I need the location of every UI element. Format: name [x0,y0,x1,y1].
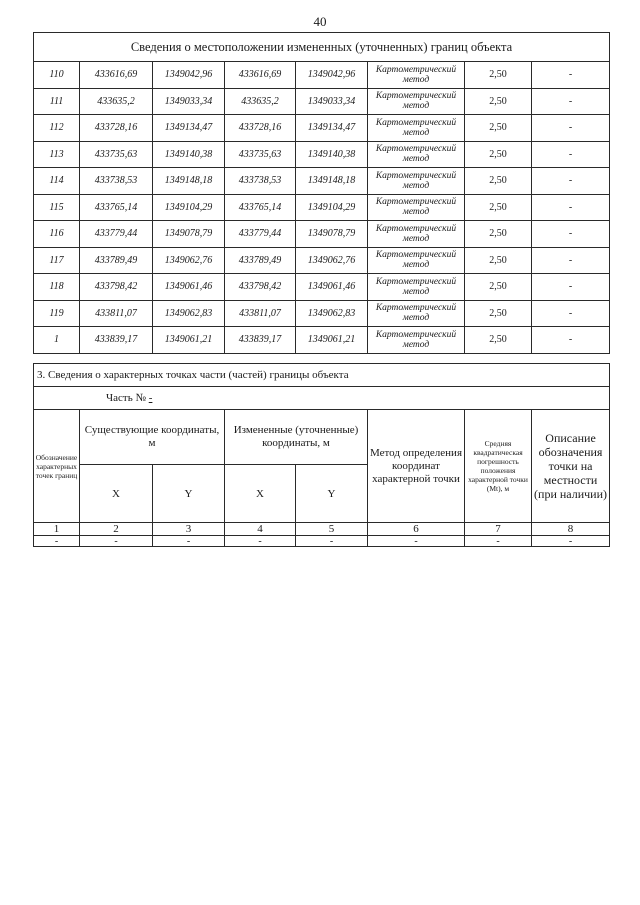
cell-method: Картометрический метод [368,300,465,327]
cell-changed-x: 433811,07 [225,300,296,327]
cell-method: Картометрический метод [368,168,465,195]
table-row [34,536,610,547]
cell-existing-y: 1349061,46 [153,274,225,301]
cell-changed-y: 1349078,79 [296,221,368,248]
table-cell: - [465,536,532,547]
cell-changed-x: 433728,16 [225,115,296,142]
cell-description: - [532,221,610,248]
table-row [34,88,610,115]
cell-accuracy: 2,50 [465,194,532,221]
cell-method: Картометрический метод [368,141,465,168]
cell-changed-x: 433839,17 [225,327,296,354]
cell-existing-x: 433798,42 [80,274,153,301]
cell-accuracy: 2,50 [465,141,532,168]
header-changed-y: Y [296,465,368,523]
table-row [34,168,610,195]
cell-point-number: 110 [34,62,80,89]
cell-method: Картометрический метод [368,274,465,301]
cell-existing-y: 1349062,76 [153,247,225,274]
cell-existing-x: 433728,16 [80,115,153,142]
cell-method: Картометрический метод [368,115,465,142]
cell-point-number: 111 [34,88,80,115]
table-cell: - [296,536,368,547]
table-row [34,221,610,248]
cell-description: - [532,168,610,195]
table-row [34,141,610,168]
cell-changed-y: 1349134,47 [296,115,368,142]
cell-description: - [532,141,610,168]
column-number: 8 [532,523,610,536]
cell-changed-x: 433789,49 [225,247,296,274]
cell-existing-x: 433765,14 [80,194,153,221]
part-number: - [148,392,153,404]
cell-changed-y: 1349062,83 [296,300,368,327]
table-cell: - [225,536,296,547]
header-existing-y: Y [153,465,225,523]
cell-changed-x: 433798,42 [225,274,296,301]
cell-method: Картометрический метод [368,194,465,221]
cell-description: - [532,274,610,301]
column-number-row [34,523,610,536]
boundary-points-table [33,32,610,354]
page-number: 40 [313,14,327,29]
table-cell: - [368,536,465,547]
cell-existing-x: 433738,53 [80,168,153,195]
table-row [34,300,610,327]
cell-accuracy: 2,50 [465,221,532,248]
cell-changed-y: 1349148,18 [296,168,368,195]
header-designation: Обозначение характерных точек границ [34,410,80,523]
cell-accuracy: 2,50 [465,327,532,354]
cell-changed-x: 433616,69 [225,62,296,89]
cell-changed-y: 1349042,96 [296,62,368,89]
section-title: 3. Сведения о характерных точках части (частей) границы объекта [34,364,610,387]
cell-description: - [532,300,610,327]
table-row [34,194,610,221]
cell-changed-x: 433765,14 [225,194,296,221]
cell-method: Картометрический метод [368,62,465,89]
cell-accuracy: 2,50 [465,274,532,301]
section-heading: Сведения о местоположении измененных (уточненных) границ объекта [34,33,610,62]
cell-existing-x: 433839,17 [80,327,153,354]
table-cell: - [34,536,80,547]
cell-changed-y: 1349140,38 [296,141,368,168]
cell-existing-y: 1349148,18 [153,168,225,195]
cell-existing-x: 433616,69 [80,62,153,89]
cell-changed-y: 1349104,29 [296,194,368,221]
cell-description: - [532,115,610,142]
cell-accuracy: 2,50 [465,300,532,327]
cell-existing-y: 1349140,38 [153,141,225,168]
cell-existing-y: 1349061,21 [153,327,225,354]
table-row [34,247,610,274]
cell-changed-y: 1349061,21 [296,327,368,354]
header-changed-x: X [225,465,296,523]
header-changed-coords: Измененные (уточненные) координаты, м [225,410,368,465]
cell-accuracy: 2,50 [465,168,532,195]
table-cell: - [80,536,153,547]
cell-point-number: 118 [34,274,80,301]
cell-method: Картометрический метод [368,247,465,274]
cell-existing-y: 1349042,96 [153,62,225,89]
cell-accuracy: 2,50 [465,88,532,115]
cell-description: - [532,194,610,221]
header-method: Метод определения координат характерной точки [368,410,465,523]
column-number: 7 [465,523,532,536]
cell-point-number: 116 [34,221,80,248]
table-row [34,274,610,301]
cell-existing-x: 433735,63 [80,141,153,168]
cell-changed-x: 433735,63 [225,141,296,168]
header-accuracy: Средняя квадратическая погрешность положения характерной точки (Mt), м [465,410,532,523]
cell-existing-y: 1349134,47 [153,115,225,142]
cell-accuracy: 2,50 [465,247,532,274]
column-number: 4 [225,523,296,536]
cell-changed-y: 1349062,76 [296,247,368,274]
cell-existing-x: 433811,07 [80,300,153,327]
header-description: Описание обозначения точки на местности (при наличии) [532,410,610,523]
cell-point-number: 1 [34,327,80,354]
table-row [34,327,610,354]
cell-point-number: 117 [34,247,80,274]
cell-description: - [532,88,610,115]
cell-point-number: 114 [34,168,80,195]
cell-existing-y: 1349033,34 [153,88,225,115]
column-number: 5 [296,523,368,536]
cell-existing-y: 1349062,83 [153,300,225,327]
part-label: Часть № [106,392,146,404]
table-cell: - [153,536,225,547]
cell-changed-x: 433779,44 [225,221,296,248]
cell-changed-y: 1349033,34 [296,88,368,115]
column-number: 6 [368,523,465,536]
cell-existing-x: 433635,2 [80,88,153,115]
cell-method: Картометрический метод [368,88,465,115]
cell-accuracy: 2,50 [465,62,532,89]
part-points-table [33,363,610,547]
cell-description: - [532,62,610,89]
cell-accuracy: 2,50 [465,115,532,142]
cell-existing-y: 1349078,79 [153,221,225,248]
table-row [34,62,610,89]
part-number-row [34,387,610,410]
cell-changed-x: 433738,53 [225,168,296,195]
cell-existing-y: 1349104,29 [153,194,225,221]
cell-existing-x: 433789,49 [80,247,153,274]
cell-changed-y: 1349061,46 [296,274,368,301]
table-row [34,115,610,142]
cell-method: Картометрический метод [368,221,465,248]
cell-point-number: 113 [34,141,80,168]
cell-description: - [532,327,610,354]
cell-description: - [532,247,610,274]
column-number: 3 [153,523,225,536]
column-number: 1 [34,523,80,536]
cell-point-number: 115 [34,194,80,221]
cell-changed-x: 433635,2 [225,88,296,115]
cell-method: Картометрический метод [368,327,465,354]
table-cell: - [532,536,610,547]
cell-point-number: 119 [34,300,80,327]
header-existing-coords: Существующие координаты, м [80,410,225,465]
column-number: 2 [80,523,153,536]
cell-existing-x: 433779,44 [80,221,153,248]
header-existing-x: X [80,465,153,523]
cell-point-number: 112 [34,115,80,142]
